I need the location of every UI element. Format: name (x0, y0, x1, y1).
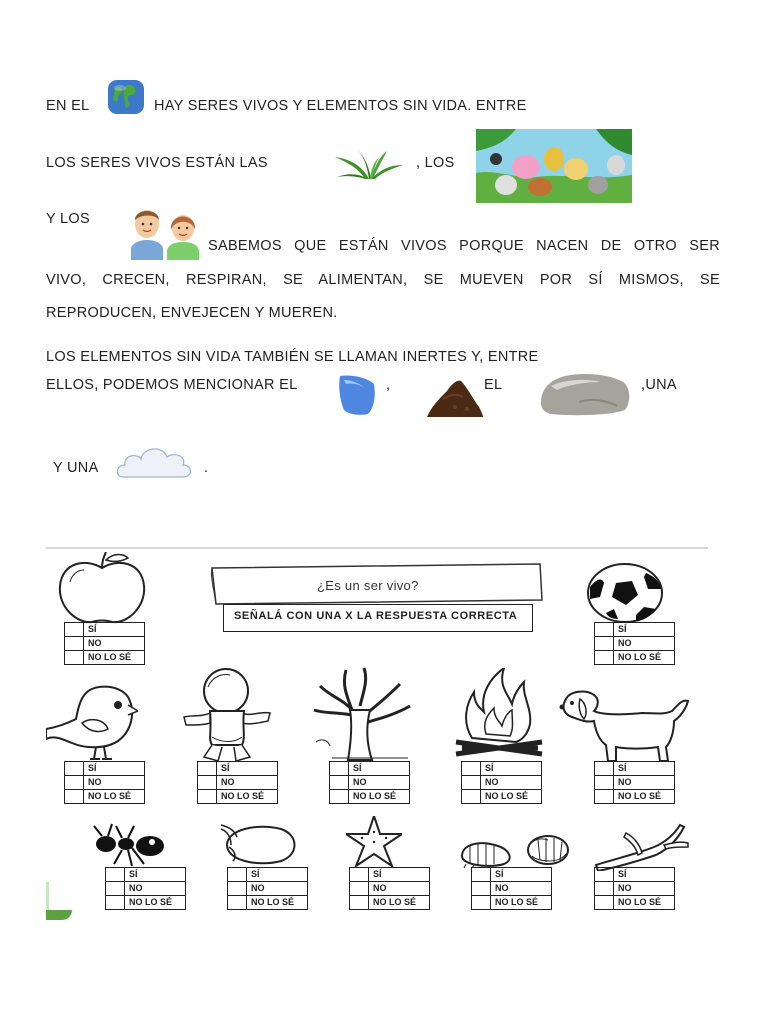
seed-icon (219, 821, 299, 867)
checkbox-no-lo-se[interactable] (228, 896, 247, 910)
option-si: SÍ (491, 868, 552, 882)
checkbox-si[interactable] (228, 868, 247, 882)
checkbox-no-lo-se[interactable] (65, 651, 84, 665)
water-drop-icon (338, 374, 376, 421)
checkbox-si[interactable] (198, 762, 217, 776)
option-no: NO (247, 882, 308, 896)
checkbox-no-lo-se[interactable] (65, 790, 84, 804)
checkbox-no[interactable] (65, 776, 84, 790)
option-no: NO (614, 882, 675, 896)
starfish-icon (346, 816, 402, 868)
answer-box-baby (197, 761, 278, 804)
text-line-9b: . (204, 460, 209, 476)
option-no-lo-se: NO LO SÉ (84, 790, 145, 804)
checkbox-si[interactable] (595, 762, 614, 776)
text-line-6: REPRODUCEN, ENVEJECEN Y MUEREN. (46, 305, 338, 321)
checkbox-no-lo-se[interactable] (350, 896, 369, 910)
checkbox-no-lo-se[interactable] (462, 790, 481, 804)
text-line-8b: , (386, 377, 391, 393)
answer-box-starfish (349, 867, 430, 910)
checkbox-no[interactable] (106, 882, 125, 896)
option-no-lo-se: NO LO SÉ (369, 896, 430, 910)
apple-icon (56, 552, 148, 624)
dog-icon (558, 689, 690, 763)
answer-box-seed (227, 867, 308, 910)
option-si: SÍ (247, 868, 308, 882)
checkbox-no[interactable] (65, 637, 84, 651)
checkbox-no[interactable] (350, 882, 369, 896)
checkbox-si[interactable] (350, 868, 369, 882)
option-no-lo-se: NO LO SÉ (217, 790, 278, 804)
option-no: NO (491, 882, 552, 896)
text-line-5: VIVO, CRECEN, RESPIRAN, SE ALIMENTAN, SE MUEVEN POR SÍ MISMOS, SE (46, 272, 720, 288)
checkbox-no[interactable] (595, 882, 614, 896)
option-no-lo-se: NO LO SÉ (614, 651, 675, 665)
text-line-4: SABEMOS QUE ESTÁN VIVOS PORQUE NACEN DE OTRO SER (208, 238, 720, 254)
cloud-icon (117, 443, 193, 486)
checkbox-si[interactable] (462, 762, 481, 776)
text-line-1b: HAY SERES VIVOS Y ELEMENTOS SIN VIDA. ENTRE (154, 98, 527, 114)
answer-box-larvae (471, 867, 552, 910)
option-si: SÍ (369, 868, 430, 882)
checkbox-si[interactable] (65, 762, 84, 776)
checkbox-no[interactable] (228, 882, 247, 896)
rock-icon (539, 372, 631, 421)
grass-icon (333, 147, 405, 186)
option-no-lo-se: NO LO SÉ (614, 896, 675, 910)
text-line-9a: Y UNA (53, 460, 99, 476)
checkbox-no-lo-se[interactable] (106, 896, 125, 910)
checkbox-si[interactable] (330, 762, 349, 776)
option-si: SÍ (125, 868, 186, 882)
checkbox-no-lo-se[interactable] (330, 790, 349, 804)
option-no-lo-se: NO LO SÉ (125, 896, 186, 910)
decorative-leaf (46, 910, 72, 920)
checkbox-si[interactable] (595, 623, 614, 637)
checkbox-no-lo-se[interactable] (472, 896, 491, 910)
option-no-lo-se: NO LO SÉ (481, 790, 542, 804)
option-si: SÍ (614, 762, 675, 776)
option-si: SÍ (614, 868, 675, 882)
bird-icon (46, 683, 138, 763)
soccer-ball-icon (586, 563, 664, 623)
answer-box-ant (105, 867, 186, 910)
option-no: NO (125, 882, 186, 896)
option-no: NO (84, 637, 145, 651)
checkbox-no[interactable] (330, 776, 349, 790)
option-no: NO (614, 776, 675, 790)
text-line-2a: LOS SERES VIVOS ESTÁN LAS (46, 155, 268, 171)
larvae-icon (458, 834, 570, 868)
option-no-lo-se: NO LO SÉ (491, 896, 552, 910)
text-line-3a: Y LOS (46, 211, 90, 227)
option-no: NO (349, 776, 410, 790)
option-no: NO (481, 776, 542, 790)
checkbox-no-lo-se[interactable] (595, 651, 614, 665)
tree-icon (312, 666, 414, 762)
checkbox-no[interactable] (472, 882, 491, 896)
option-no-lo-se: NO LO SÉ (247, 896, 308, 910)
checkbox-no-lo-se[interactable] (198, 790, 217, 804)
answer-box-bird (64, 761, 145, 804)
soil-icon (427, 377, 483, 422)
text-line-7: LOS ELEMENTOS SIN VIDA TAMBIÉN SE LLAMAN INERTES Y, ENTRE (46, 349, 539, 365)
option-no-lo-se: NO LO SÉ (349, 790, 410, 804)
option-no-lo-se: NO LO SÉ (614, 790, 675, 804)
checkbox-no[interactable] (462, 776, 481, 790)
text-line-8c: EL (484, 377, 503, 393)
option-no: NO (369, 882, 430, 896)
checkbox-si[interactable] (595, 868, 614, 882)
option-no: NO (614, 637, 675, 651)
text-line-1a: EN EL (46, 98, 90, 114)
checkbox-no[interactable] (198, 776, 217, 790)
text-line-8a: ELLOS, PODEMOS MENCIONAR EL (46, 377, 298, 393)
option-no-lo-se: NO LO SÉ (84, 651, 145, 665)
ant-icon (92, 822, 168, 868)
checkbox-si[interactable] (65, 623, 84, 637)
jungle-animals-image (476, 129, 632, 208)
worksheet-title: ¿Es un ser vivo? (317, 578, 419, 593)
baby-icon (182, 667, 272, 763)
checkbox-no[interactable] (595, 637, 614, 651)
text-line-8d: ,UNA (641, 377, 677, 393)
answer-box-dog (594, 761, 675, 804)
worksheet-instruction: SEÑALÁ CON UNA X LA RESPUESTA CORRECTA (234, 610, 518, 622)
option-no: NO (84, 776, 145, 790)
option-si: SÍ (84, 762, 145, 776)
answer-box-apple (64, 622, 145, 665)
option-si: SÍ (349, 762, 410, 776)
people-icon (129, 204, 199, 265)
answer-box-soccer-ball (594, 622, 675, 665)
branch-icon (594, 819, 690, 871)
section-divider (46, 547, 708, 549)
option-si: SÍ (217, 762, 278, 776)
checkbox-no-lo-se[interactable] (595, 790, 614, 804)
checkbox-no-lo-se[interactable] (595, 896, 614, 910)
answer-box-tree (329, 761, 410, 804)
answer-box-branch (594, 867, 675, 910)
checkbox-si[interactable] (472, 868, 491, 882)
option-si: SÍ (84, 623, 145, 637)
option-si: SÍ (614, 623, 675, 637)
checkbox-si[interactable] (106, 868, 125, 882)
option-si: SÍ (481, 762, 542, 776)
option-no: NO (217, 776, 278, 790)
checkbox-no[interactable] (595, 776, 614, 790)
answer-box-fire (461, 761, 542, 804)
fire-icon (452, 668, 546, 762)
text-line-2b: , LOS (416, 155, 455, 171)
earth-icon (107, 79, 145, 120)
